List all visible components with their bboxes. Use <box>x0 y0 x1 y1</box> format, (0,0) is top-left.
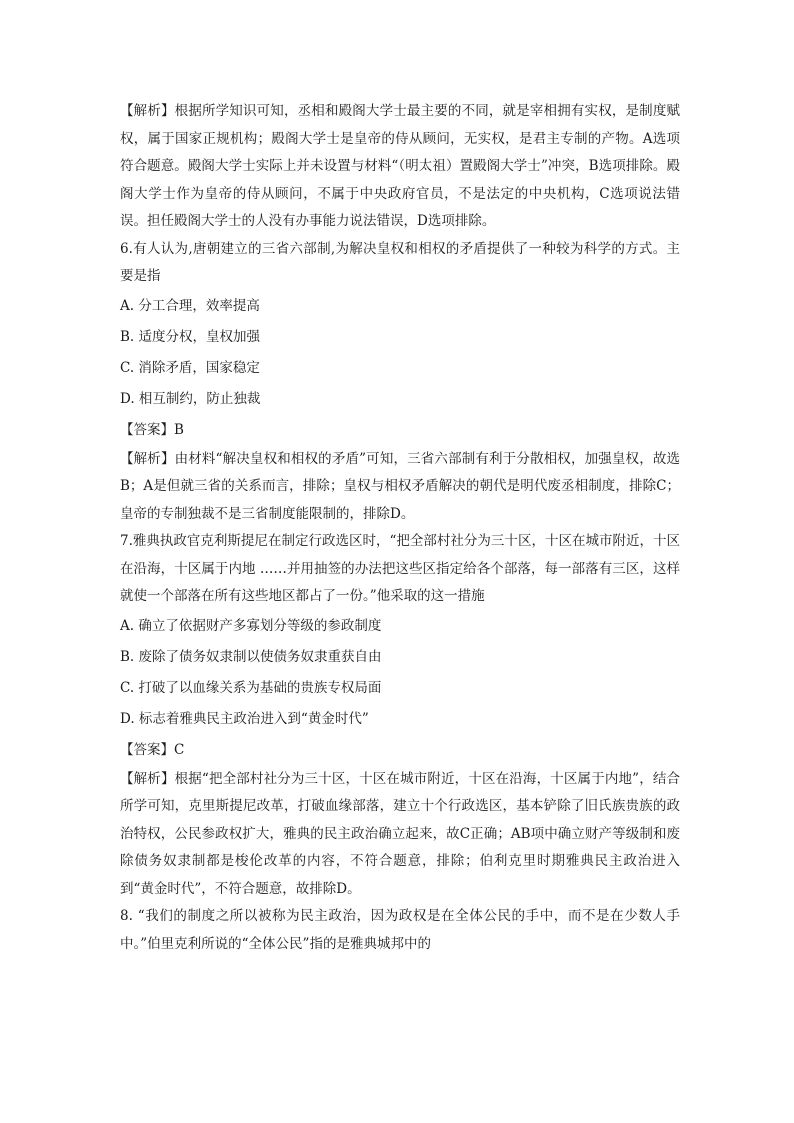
analysis-label: 【解析】 <box>120 103 175 119</box>
analysis-paragraph <box>120 98 680 236</box>
block-text: 由材料“解决皇权和相权的矛盾”可知，三省六部制有利于分散相权，加强皇权，故选B；A是但就三省的关系而言，排除；皇权与相权矛盾解决的朝代是明代废丞相制度，排除C；皇帝的专制独裁不是三省制度能限制的，排除D。 <box>120 450 680 522</box>
answer-option <box>120 704 680 735</box>
block-text: 根据“把全部村社分为三十区，十区在城市附近，十区在沿海，十区属于内地”，结合所学可知，克里斯提尼改革，打破血缘部落，建立十个行政选区，基本铲除了旧氏族贵族的政治特权，公民参政权扩大，雅典的民主政治确立起来，故C正确；AB项中确立财产等级制和废除债务奴隶制都是梭伦改革的内容，不符合题意，排除；伯利克里时期雅典民主政治进入到“黄金时代”，不符合题意，故排除D。 <box>120 770 680 897</box>
analysis-label: 【解析】 <box>120 450 175 467</box>
answer-option <box>120 673 680 704</box>
answer-option <box>120 353 680 384</box>
block-text: B. 废除了债务奴隶制以使债务奴隶重获自由 <box>120 648 382 665</box>
block-text: 6.有人认为,唐朝建立的三省六部制,为解决皇权和相权的矛盾提供了一种较为科学的方式。主要是指 <box>120 240 680 284</box>
analysis-paragraph <box>120 446 680 529</box>
answer-line <box>120 415 680 446</box>
answer-option <box>120 642 680 673</box>
block-text: C. 消除矛盾，国家稳定 <box>120 359 260 376</box>
block-text: D. 相互制约，防止独裁 <box>120 390 261 407</box>
answer-option <box>120 291 680 322</box>
question-stem <box>120 528 680 611</box>
answer-label: 【答案】 <box>120 421 174 438</box>
answer-line <box>120 735 680 766</box>
answer-option <box>120 611 680 642</box>
block-text: D. 标志着雅典民主政治进入到“黄金时代” <box>120 710 369 727</box>
answer-option <box>120 322 680 353</box>
question-stem <box>120 236 680 291</box>
block-text: 7.雅典执政官克利斯提尼在制定行政选区时，“把全部村社分为三十区，十区在城市附近，十区在沿海，十区属于内地 ……并用抽签的办法把这些区指定给各个部落，每一部落有三区，这样就使一个部落在所有这些地区都占了一份。”他采取的这一措施 <box>120 533 680 604</box>
analysis-paragraph <box>120 766 680 904</box>
question-stem <box>120 903 680 958</box>
block-text: 根据所学知识可知，丞相和殿阁大学士最主要的不同，就是宰相拥有实权，是制度赋权，属于国家正规机构；殿阁大学士是皇帝的侍从顾问，无实权，是君主专制的产物。A选项符合题意。殿阁大学士实际上并未设置与材料“（明太祖）置殿阁大学士”冲突，B选项排除。殿阁大学士作为皇帝的侍从顾问，不属于中央政府官员，不是法定的中央机构，C选项说法错误。担任殿阁大学士的人没有办事能力说法错误，D选项排除。 <box>120 103 681 229</box>
answer-option <box>120 384 680 415</box>
analysis-label: 【解析】 <box>120 770 175 787</box>
answer-label: 【答案】 <box>120 741 174 758</box>
document-body <box>120 98 680 958</box>
block-text: C <box>174 741 185 758</box>
block-text: A. 确立了依据财产多寡划分等级的参政制度 <box>120 617 382 634</box>
block-text: 8. “我们的制度之所以被称为民主政治，因为政权是在全体公民的手中，而不是在少数人手中。”伯里克利所说的“全体公民”指的是雅典城邦中的 <box>120 908 680 952</box>
block-text: A. 分工合理，效率提高 <box>120 297 260 314</box>
block-text: B. 适度分权，皇权加强 <box>120 328 261 345</box>
block-text: B <box>174 421 184 438</box>
block-text: C. 打破了以血缘关系为基础的贵族专权局面 <box>120 679 382 696</box>
